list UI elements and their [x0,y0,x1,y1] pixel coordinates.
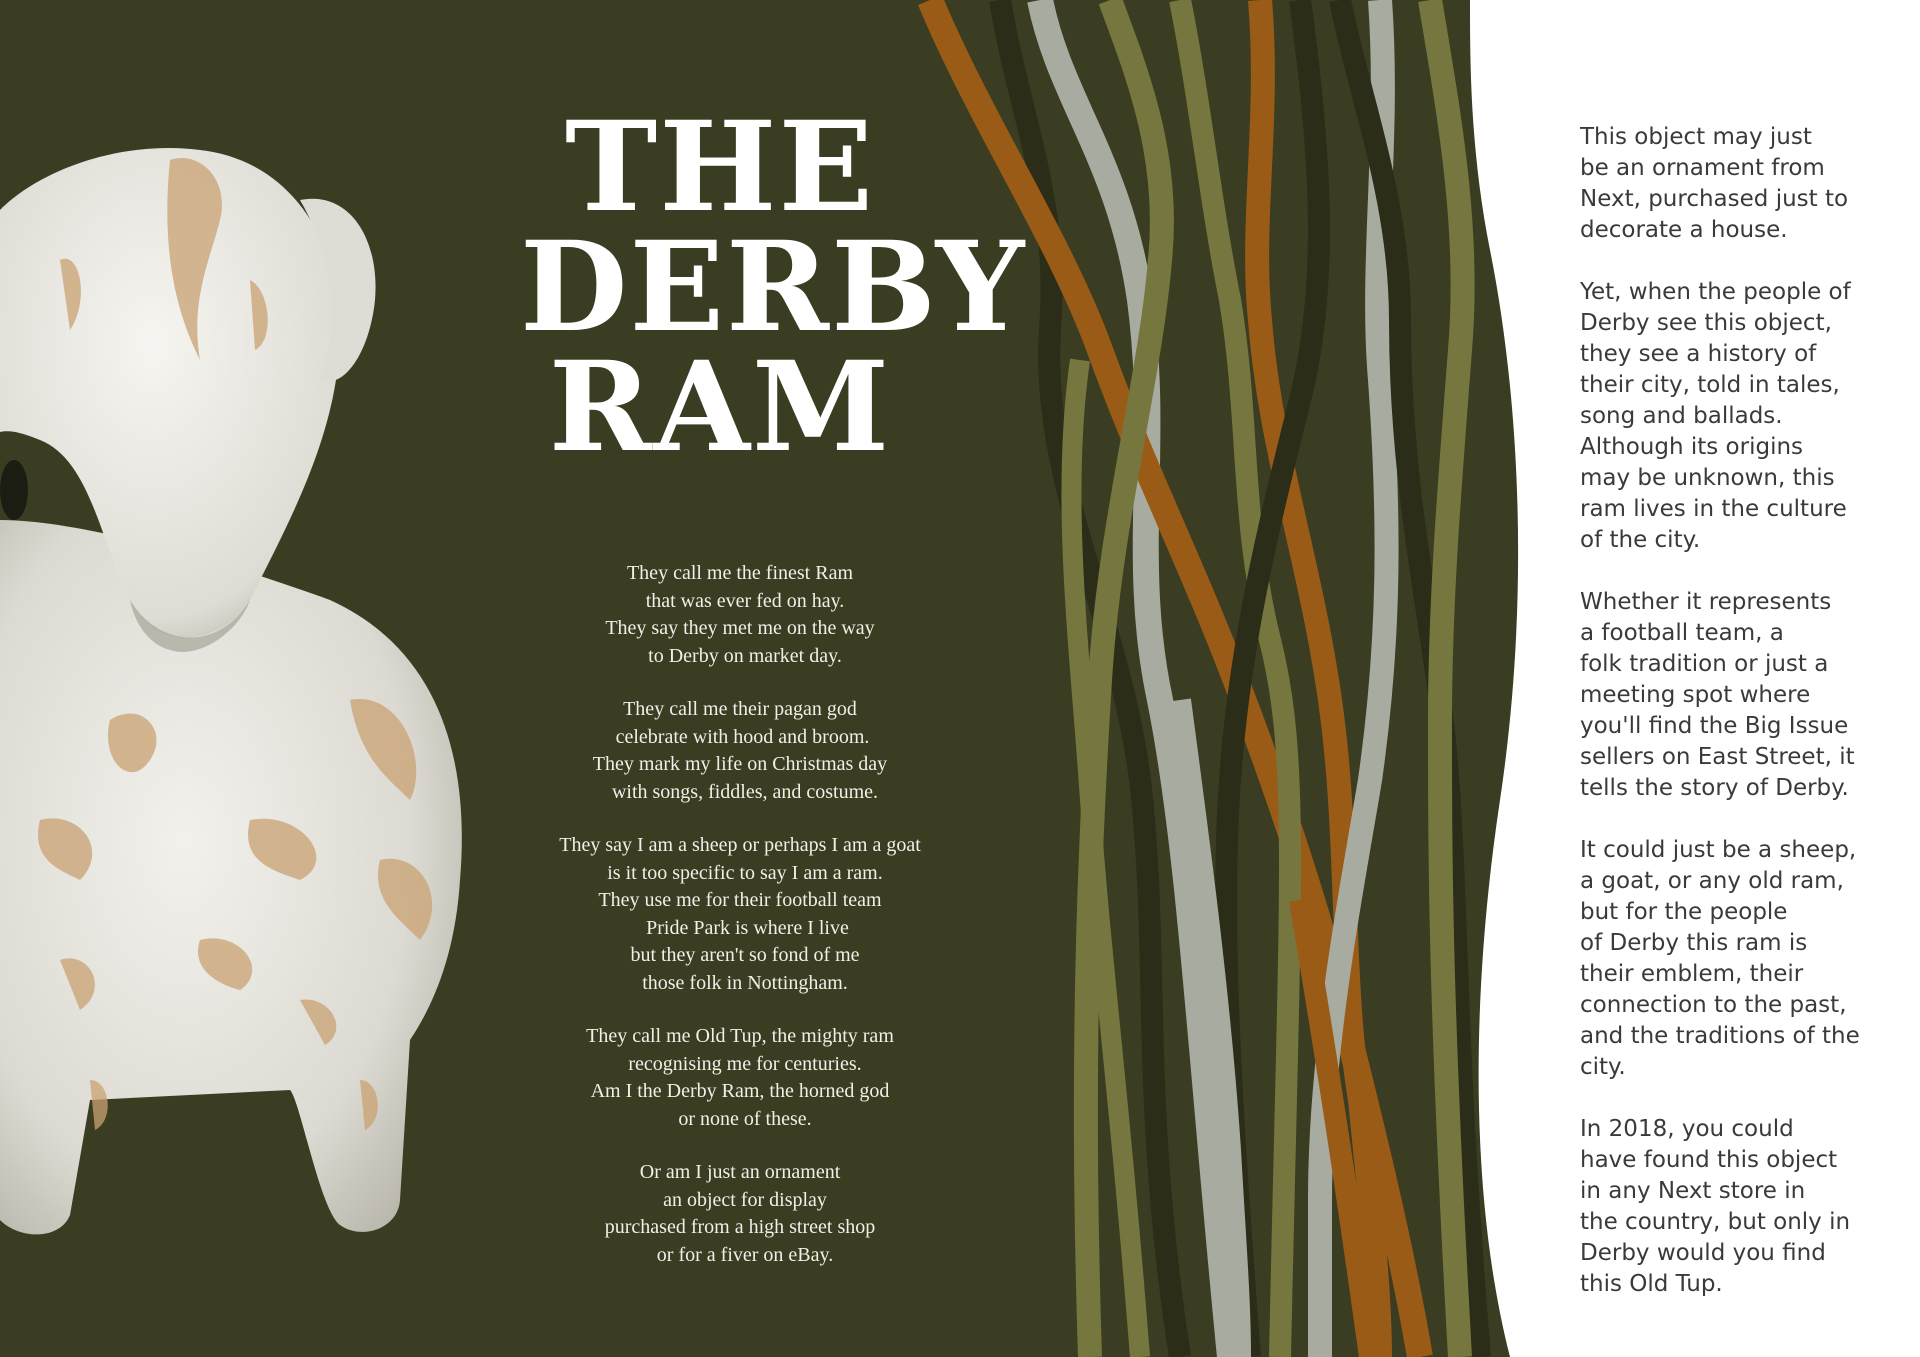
poem-line: or none of these. [668,1107,812,1130]
poem-stanza-3 [540,832,940,997]
description-line: Yet, when the people of [1580,279,1851,305]
poem-line: They call me Old Tup, the mighty ram [586,1025,894,1047]
description-line: they see a history of [1580,341,1817,367]
poem-line: Pride Park is where I live [631,916,849,939]
poster-title [520,95,1027,480]
poem-line: recognising me for centuries. [618,1052,862,1075]
description-panel [1580,122,1910,1331]
title-line-2: DERBY [520,215,1027,360]
description-line: folk tradition or just a [1580,651,1829,677]
poem-line: They use me for their football team [598,889,882,911]
title-line-1: THE [565,95,875,240]
ram-ornament-image [0,0,520,1357]
description-line: Whether it represents [1580,589,1832,615]
poem-line: celebrate with hood and broom. [610,725,870,748]
poem-line: that was ever fed on hay. [635,589,845,612]
description-line: This object may just [1580,124,1812,150]
description-line: their emblem, their [1580,961,1804,987]
description-paragraph-3 [1580,587,1910,804]
poem-line: Or am I just an ornament [639,1161,841,1183]
description-line: In 2018, you could [1580,1116,1794,1142]
description-line: Derby see this object, [1580,310,1832,336]
description-line: their city, told in tales, [1580,372,1840,398]
description-line: tells the story of Derby. [1580,775,1849,801]
description-line: Although its origins [1580,434,1804,460]
description-paragraph-2 [1580,277,1910,556]
description-line: Next, purchased just to [1580,186,1849,212]
title-line-3: RAM [548,335,892,480]
description-line: have found this object [1580,1147,1838,1173]
description-line: you'll find the Big Issue [1580,713,1849,739]
poem-line: or for a fiver on eBay. [646,1243,834,1266]
description-line: It could just be a sheep, [1580,837,1857,863]
description-line: city. [1580,1054,1626,1080]
description-paragraph-1 [1580,122,1910,246]
poem-line: those folk in Nottingham. [632,971,848,994]
description-line: connection to the past, [1580,992,1847,1018]
description-line: ram lives in the culture [1580,496,1847,522]
poem-line: an object for display [653,1188,827,1211]
ram-eye [0,460,28,520]
description-line: a goat, or any old ram, [1580,868,1844,894]
description-paragraph-4 [1580,835,1910,1083]
poem [540,560,940,1295]
description-line: song and ballads. [1580,403,1783,429]
poem-line: They call me their pagan god [623,698,857,720]
description-line: but for the people [1580,899,1788,925]
description-line: this Old Tup. [1580,1271,1723,1297]
poem-line: to Derby on market day. [638,644,842,667]
poem-line: purchased from a high street shop [604,1216,876,1238]
poem-stanza-4 [540,1023,940,1133]
poem-line: with songs, fiddles, and costume. [601,780,879,803]
description-line: of the city. [1580,527,1701,553]
description-paragraph-5 [1580,1114,1910,1300]
description-line: a football team, a [1580,620,1784,646]
poem-line: is it too specific to say I am a ram. [597,861,883,884]
description-line: meeting spot where [1580,682,1811,708]
poem-line: but they aren't so fond of me [620,944,860,966]
poem-line: They say they met me on the way [605,617,875,639]
ribbon-grey-1 [1040,0,1230,1357]
poem-stanza-2 [540,696,940,806]
description-line: in any Next store in [1580,1178,1806,1204]
poem-stanza-1 [540,560,940,670]
poem-line: They say I am a sheep or perhaps I am a goat [559,834,921,856]
description-line: the country, but only in [1580,1209,1851,1235]
poem-line: They mark my life on Christmas day [592,753,888,775]
poem-stanza-5 [540,1159,940,1269]
poem-line: They call me the finest Ram [626,562,854,584]
description-line: of Derby this ram is [1580,930,1808,956]
description-line: sellers on East Street, it [1580,744,1855,770]
poem-line: Am I the Derby Ram, the horned god [590,1080,890,1102]
description-line: Derby would you find [1580,1240,1826,1266]
ribbon-olive-3 [1430,0,1463,1357]
description-line: be an ornament from [1580,155,1825,181]
description-line: decorate a house. [1580,217,1788,243]
description-line: may be unknown, this [1580,465,1835,491]
description-line: and the traditions of the [1580,1023,1860,1049]
